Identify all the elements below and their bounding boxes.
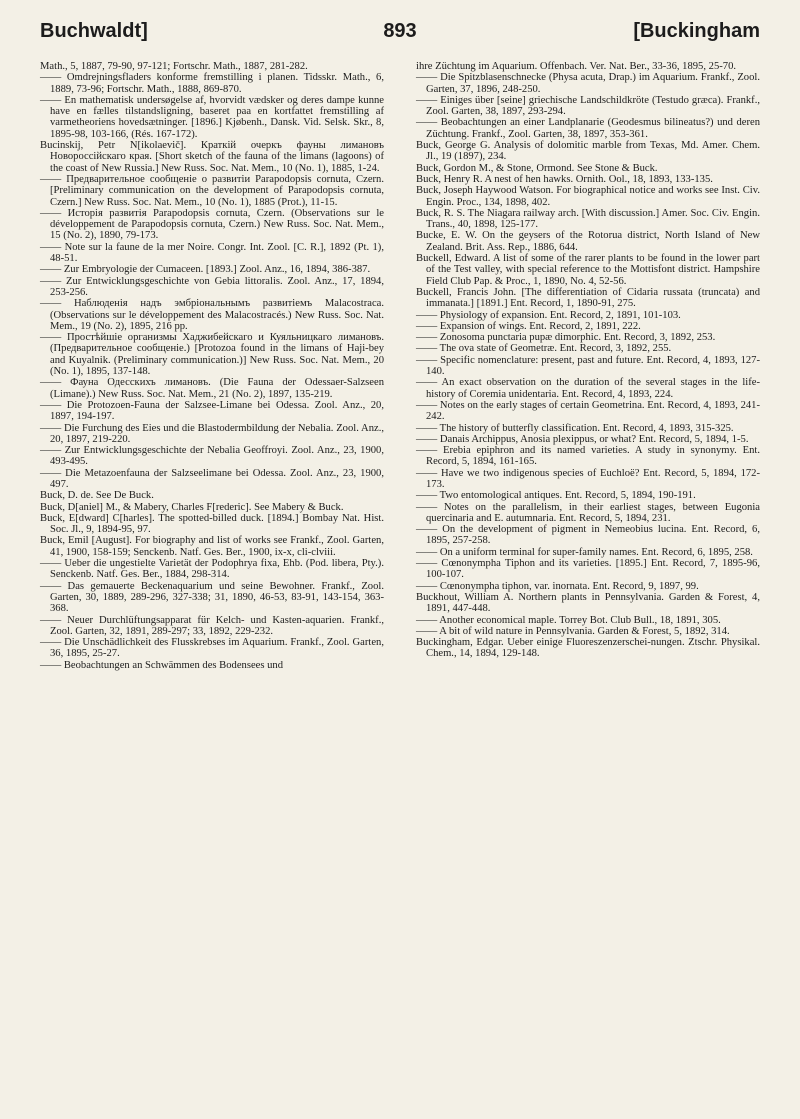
bibliography-entry: Buck, Joseph Haywood Watson. For biographical notice and works see Inst. Civ. Engin. Proc., 134, 1898, 402. <box>416 185 760 208</box>
bibliography-entry: —— Cœnonympha tiphon, var. inornata. Ent. Record, 9, 1897, 99. <box>416 580 699 592</box>
bibliography-entry: Buckingham, Edgar. Ueber einige Fluoreszenzerschei-nungen. Ztschr. Physikal. Chem., 14, 1894, 129-148. <box>416 637 760 660</box>
bibliography-entry: —— Danais Archippus, Anosia plexippus, or what? Ent. Record, 5, 1894, 1-5. <box>416 433 749 445</box>
bibliography-entry: —— An exact observation on the duration of the several stages in the life-history of Coremia unidentaria. Ent. Record, 4, 1893, 224. <box>416 377 760 400</box>
bibliography-entry: —— Die Protozoen-Fauna der Salzsee-Limane bei Odessa. Zool. Anz., 20, 1897, 194-197. <box>40 399 384 423</box>
bibliography-entry: Buck, D. de. See De Buck. <box>40 490 154 502</box>
bibliography-entry: —— Ueber die ungestielte Varietät der Podophrya fixa, Ehb. (Pod. libera, Pty.). Senckenb. Natf. Ges. Ber., 1884, 298-314. <box>40 558 384 581</box>
bibliography-entry: —— Notes on the early stages of certain Geometrina. Ent. Record, 4, 1893, 241-242. <box>416 399 760 423</box>
bibliography-entry: —— Einiges über [seine] griechische Landschildkröte (Testudo græca). Frankf., Zool. Garten, 38, 1897, 293-294. <box>416 94 760 118</box>
bibliography-entry: —— Zur Entwicklungsgeschichte der Nebalia Geoffroyi. Zool. Anz., 23, 1900, 493-495. <box>40 445 384 468</box>
left-column <box>40 61 384 671</box>
bibliography-entry: —— Die Unschädlichkeit des Flusskrebses im Aquarium. Frankf., Zool. Garten, 36, 1895, 25-27. <box>40 637 384 660</box>
bibliography-entry: —— Another economical maple. Torrey Bot. Club Bull., 18, 1891, 305. <box>416 614 721 626</box>
bibliography-entry: —— Beobachtungen an einer Landplanarie (Geodesmus bilineatus?) und deren Züchtung. Frankf., Zool. Garten, 38, 1897, 353-361. <box>416 117 760 140</box>
header-last-entry: [Buckingham <box>633 20 760 42</box>
bibliography-entry: —— Простѣйшіе организмы Хаджибейскаго и Куяльницкаго лимановъ. (Предварительное сообщеніе.) [Protozoa found in the limans of Haji-bey and Kuyalnik. (Preliminary communication.)] New Russ. Soc. Nat. Mem., 20 (No. 1), 1895, 137-148. <box>40 332 384 378</box>
bibliography-entry: Math., 5, 1887, 79-90, 97-121; Fortschr. Math., 1887, 281-282. <box>40 61 308 72</box>
bibliography-entry: Buck, E[dward] C[harles]. The spotted-billed duck. [1894.] Bombay Nat. Hist. Soc. Jl., 9, 1894-95, 97. <box>40 512 384 536</box>
bibliography-entry: —— Zur Entwicklungsgeschichte von Gebia littoralis. Zool. Anz., 17, 1894, 253-256. <box>40 275 384 298</box>
bibliography-entry: —— Physiology of expansion. Ent. Record, 2, 1891, 101-103. <box>416 309 681 321</box>
bibliography-entry: Buck, Gordon M., & Stone, Ormond. See Stone & Buck. <box>416 162 658 174</box>
bibliography-entry: —— Предварительное сообщеніе о развитіи Parapodopsis cornuta, Czern. [Preliminary communication on the development of Parapodopsis cornuta, Czern.] New Russ. Soc. Nat. Mem., 10 (No. 1), 1885 (Prot.), 11-15. <box>40 173 384 208</box>
bibliography-entry: —— Expansion of wings. Ent. Record, 2, 1891, 222. <box>416 320 641 332</box>
bibliography-entry: —— The history of butterfly classification. Ent. Record, 4, 1893, 315-325. <box>416 422 734 434</box>
bibliography-entry: —— Das gemauerte Beckenaquarium und seine Bewohner. Frankf., Zool. Garten, 30, 1889, 289-296, 327-338; 31, 1890, 46-53, 83-91, 143-154, 363-368. <box>40 580 384 615</box>
bibliography-entry: —— Die Furchung des Eies und die Blastodermbildung der Nebalia. Zool. Anz., 20, 1897, 219-220. <box>40 422 384 445</box>
bibliography-entry: Bucinskij, Petr N[ikolaevič]. Краткій очеркъ фауны лимановъ Новороссійскаго края. [Short sketch of the fauna of the limans (lagoons) of the coast of New Russia.] New Russ. Soc. Nat. Mem., 10 (No. 1), 1885, 1-24. <box>40 140 384 174</box>
bibliography-entry: —— Specific nomenclature: present, past and future. Ent. Record, 4, 1893, 127-140. <box>416 354 760 378</box>
bibliography-entry: Buck, D[aniel] M., & Mabery, Charles F[rederic]. See Mabery & Buck. <box>40 501 344 513</box>
bibliography-entry: —— Two entomological antiques. Ent. Record, 5, 1894, 190-191. <box>416 490 696 502</box>
bibliography-entry: —— Note sur la faune de la mer Noire. Congr. Int. Zool. [C. R.], 1892 (Pt. 1), 48-51. <box>40 241 384 265</box>
bibliography-entry: ihre Züchtung im Aquarium. Offenbach. Ver. Nat. Ber., 33-36, 1895, 25-70. <box>416 61 737 72</box>
bibliography-entry: —— En mathematisk undersøgelse af, hvorvidt vædsker og deres dampe kunne have en fælles tilstandsligning, baseret paa en kortfattet fremstilling af varmetheoriens hovedsætninger. [1896.] Kjøbenh., Dansk. Vid. Selsk. Skr., 8, 1895-98, 103-166, (Rés. 167-172). <box>40 94 384 140</box>
bibliography-entry: Buck, Henry R. A nest of hen hawks. Ornith. Ool., 18, 1893, 133-135. <box>416 173 713 185</box>
header-first-entry: Buchwaldt] <box>40 20 148 42</box>
page-number: 893 <box>383 20 417 42</box>
bibliography-entry: —— The ova state of Geometræ. Ent. Record, 3, 1892, 255. <box>416 343 672 355</box>
bibliography-entry: Bucke, E. W. On the geysers of the Rotorua district, North Island of New Zealand. Brit. Ass. Rep., 1886, 644. <box>416 230 760 253</box>
bibliography-entry: —— Фауна Одесскихъ лимановъ. (Die Fauna der Odessaer-Salzseen (Limane).) New Russ. Soc. Nat. Mem., 21 (No. 2), 1897, 135-219. <box>40 377 384 400</box>
bibliography-entry: Buckhout, William A. Northern plants in Pennsylvania. Garden & Forest, 4, 1891, 447-448. <box>416 591 760 615</box>
bibliography-entry: —— Zonosoma punctaria pupæ dimorphic. Ent. Record, 3, 1892, 253. <box>416 332 716 344</box>
bibliography-entry: —— On a uniform terminal for super-family names. Ent. Record, 6, 1895, 258. <box>416 546 753 558</box>
bibliography-entry: Buck, R. S. The Niagara railway arch. [With discussion.] Amer. Soc. Civ. Engin. Trans., 40, 1898, 125-177. <box>416 207 760 231</box>
bibliography-entry: —— Erebia epiphron and its named varieties. A study in synonymy. Ent. Record, 5, 1894, 161-165. <box>416 445 760 468</box>
bibliography-entry: —— Omdrejningsfladers konforme fremstilling i planen. Tidsskr. Math., 6, 1889, 73-96; Fortschr. Math., 1888, 869-870. <box>40 72 384 95</box>
bibliography-entry: —— Neuer Durchlüftungsapparat für Kelch- und Kasten-aquarien. Frankf., Zool. Garten, 32, 1891, 289-297; 33, 1892, 229-232. <box>40 614 384 637</box>
bibliography-entry: —— Notes on the parallelism, in their earliest stages, between Eugonia quercinaria and E. autumnaria. Ent. Record, 5, 1894, 231. <box>416 501 760 524</box>
bibliography-entry: —— Cœnonympha Tiphon and its varieties. [1895.] Ent. Record, 7, 1895-96, 100-107. <box>416 558 760 581</box>
bibliography-entry: —— Die Metazoenfauna der Salzseelimane bei Odessa. Zool. Anz., 23, 1900, 497. <box>40 467 384 490</box>
bibliography-entry: —— Наблюденія надъ эмбріональнымъ развитіемъ Malacostraca. (Observations sur le développement des Malacostracés.) New Russ. Soc. Nat. Mem., 19 (No. 2), 1895, 216 pp. <box>40 298 384 332</box>
bibliography-entry: —— Die Spitzblasenschnecke (Physa acuta, Drap.) im Aquarium. Frankf., Zool. Garten, 37, 1896, 248-250. <box>416 72 760 95</box>
right-column <box>416 61 760 660</box>
bibliography-entry: —— A bit of wild nature in Pennsylvania. Garden & Forest, 5, 1892, 314. <box>416 625 730 637</box>
bibliography-entry: Buck, George G. Analysis of dolomitic marble from Texas, Md. Amer. Chem. Jl., 19 (1897), 234. <box>416 140 760 163</box>
bibliography-entry: —— Have we two indigenous species of Euchloë? Ent. Record, 5, 1894, 172-173. <box>416 467 760 490</box>
bibliography-entry: —— Beobachtungen an Schwämmen des Bodensees und <box>40 659 284 671</box>
bibliography-entry: Buck, Emil [August]. For biography and list of works see Frankf., Zool. Garten, 41, 1900, 158-159; Senckenb. Natf. Ges. Ber., 1900, ix-x, cli-clviii. <box>40 535 384 558</box>
bibliography-entry: —— Zur Embryologie der Cumaceen. [1893.] Zool. Anz., 16, 1894, 386-387. <box>40 264 371 276</box>
bibliography-entry: Buckell, Edward. A list of some of the rarer plants to be found in the lower part of the Test valley, with special reference to the Mottisfont district. Hampshire Field Club Pap. & Proc., 1, 1890, No. 4, 52-56. <box>416 253 760 287</box>
bibliography-entry: Buckell, Francis John. [The differentiation of Cidaria russata (truncata) and immanata.] [1891.] Ent. Record, 1, 1890-91, 275. <box>416 286 760 310</box>
page-header <box>40 20 760 48</box>
bibliography-entry: —— On the development of pigment in Nemeobius lucina. Ent. Record, 6, 1895, 257-258. <box>416 524 760 547</box>
bibliography-entry: —— Исторія развитія Parapodopsis cornuta, Czern. (Observations sur le développement de Parapodopsis cornuta, Czern.) New Russ. Soc. Nat. Mem., 15 (No. 2), 1890, 79-173. <box>40 207 384 242</box>
